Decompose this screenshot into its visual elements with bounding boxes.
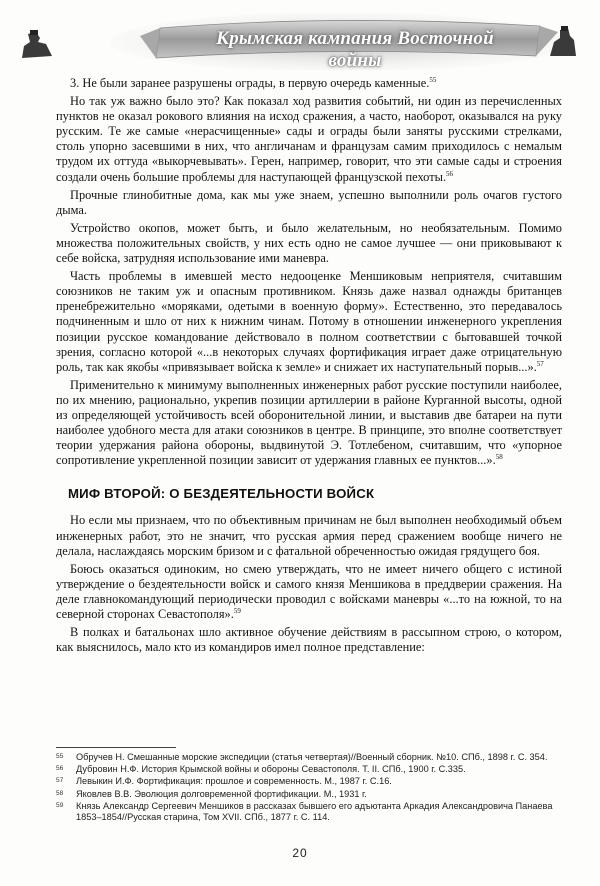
paragraph: Устройство окопов, может быть, и было желательным, но необязательным. Помимо множества положительных свойств, у них есть одно не самое лучшее — они приковывают к себе войска, затрудняя использование ими маневра.	[56, 220, 562, 266]
header-title: Крымская кампания Восточной войны	[216, 28, 494, 71]
footnote-ref: 59	[233, 606, 241, 615]
footnote-ref: 56	[446, 169, 454, 178]
footnote	[56, 764, 562, 775]
footnote-ref: 55	[429, 75, 437, 84]
footnote	[56, 801, 562, 823]
paragraph: Но так уж важно было это? Как показал ход развития событий, ни один из перечисленных пунктов не оказал рокового влияния на исход сражения, а часто, наоборот, оказывался на руку русским. Те же самые «нерасчищенные» сады и ограды были заняты русскими стрелками, столь упорно засевшими в них, что англичанам и французам самим приходилось с немалым трудом их оттуда «выкорчевывать». Герен, например, говорит, что эти самые сады и строения создали очень большие проблемы для наступающей французской пехоты.$^{56}$	[56, 94, 562, 184]
footnotes	[56, 752, 562, 824]
footnote-text: Яковлев В.В. Эволюция долговременной фортификации. М., 1931 г.	[76, 788, 367, 799]
footnote-number: 55	[56, 753, 64, 760]
footnote-divider	[56, 747, 176, 748]
footnote-number: 59	[56, 801, 64, 809]
footnote-text: Дубровин Н.Ф. История Крымской войны и обороны Севастополя. Т. II. СПб., 1900 г. С.335.	[76, 764, 466, 775]
paragraph: Применительно к минимуму выполненных инженерных работ русские поступили наиболее, по их мнению, рационально, укрепив позиции артиллерии в районе Курганной высоты, одной из определяющей устойчивость всей оборонительной линии, и выставив две батареи на пути наиболее удобного места для атаки союзников в центре. В принципе, это вполне соответствует теории удержания района обороны, выдвинутой Э. Тотлебеном, считавшим, что «упорное сопротивление укрепленной позиции зависит от удержания главных ее пунктов...».$^{58}$	[56, 377, 562, 468]
page-number: 20	[292, 846, 308, 860]
footnote	[56, 752, 562, 763]
footnote-ref: 57	[536, 359, 544, 368]
paragraph: Но если мы признаем, что по объективным причинам не был выполнен необходимый объем инженерных работ, это не значит, что русская армия перед сражением вообще ничего не делала, наслаждаясь морским бризом и с фатальной обреченностью ожидая грядущего боя.	[56, 513, 562, 558]
soldier-silhouette-left-icon	[18, 30, 54, 60]
paragraph: Боюсь оказаться одиноким, но смею утверждать, что не имеет ничего общего с истиной утверждение о бездеятельности войск и самого князя Меншикова в преддверии сражения. На деле главнокомандующий периодически проводил с войсками маневры «...то на южной, то на северной сторонах Севастополя».$^{59}$	[56, 561, 562, 621]
paragraph: В полках и батальонах шло активное обучение действиям в рассыпном строю, о котором, как выяснилось, мало кто из командиров имел полное представление:	[56, 625, 562, 655]
footnote-ref: 58	[495, 453, 503, 462]
footnote	[56, 776, 562, 787]
footnote-text: Левыкин И.Ф. Фортификация: прошлое и современность. М., 1987 г. С.16.	[76, 776, 392, 787]
footnote-number: 57	[56, 777, 64, 785]
header-banner	[40, 8, 560, 70]
section-heading: МИФ ВТОРОЙ: О БЕЗДЕЯТЕЛЬНОСТИ ВОЙСК	[68, 486, 375, 502]
paragraph: 3. Не были заранее разрушены ограды, в первую очередь каменные.$^{55}$	[70, 75, 437, 90]
footnote	[56, 789, 562, 800]
main-text	[56, 76, 562, 658]
paragraph: Прочные глинобитные дома, как мы уже знаем, успешно выполнили роль очагов густого дыма.	[56, 187, 562, 217]
paragraph: Часть проблемы в имевшей место недооценке Меншиковым неприятеля, считавшим союзников не таким уж и опасным противником. Князь даже назвал однажды британцев пренебрежительно «моряками, одетыми в военную форму». Естественно, это передавалось подчиненным и шло от них к нижним чинам. Потому в отношении инженерного укрепления позиции русское командование действовало в полном соответствии с бытовавшей точкой зрения, согласно которой «...в некоторых случаях фортификация играет даже отрицательную роль, так как якобы «привязывает войска к земле» и снижает их наступательный порыв...».$^{57}$	[56, 269, 562, 374]
footnote-text: Обручев Н. Смешанные морские экспедиции (статья четвертая)//Военный сборник. №10. СПб., 1898 г. С. 354.	[76, 752, 548, 762]
footnote-text: Князь Александр Сергеевич Меншиков в рассказах бывшего его адъютанта Аркадия Александровича Панаева 1853–1854//Русская старина, Том XVII. СПб., 1877 г. С. 114.	[76, 800, 553, 823]
footnote-number: 58	[56, 789, 64, 797]
footnote-number: 56	[56, 765, 64, 773]
soldier-silhouette-right-icon	[548, 26, 578, 60]
